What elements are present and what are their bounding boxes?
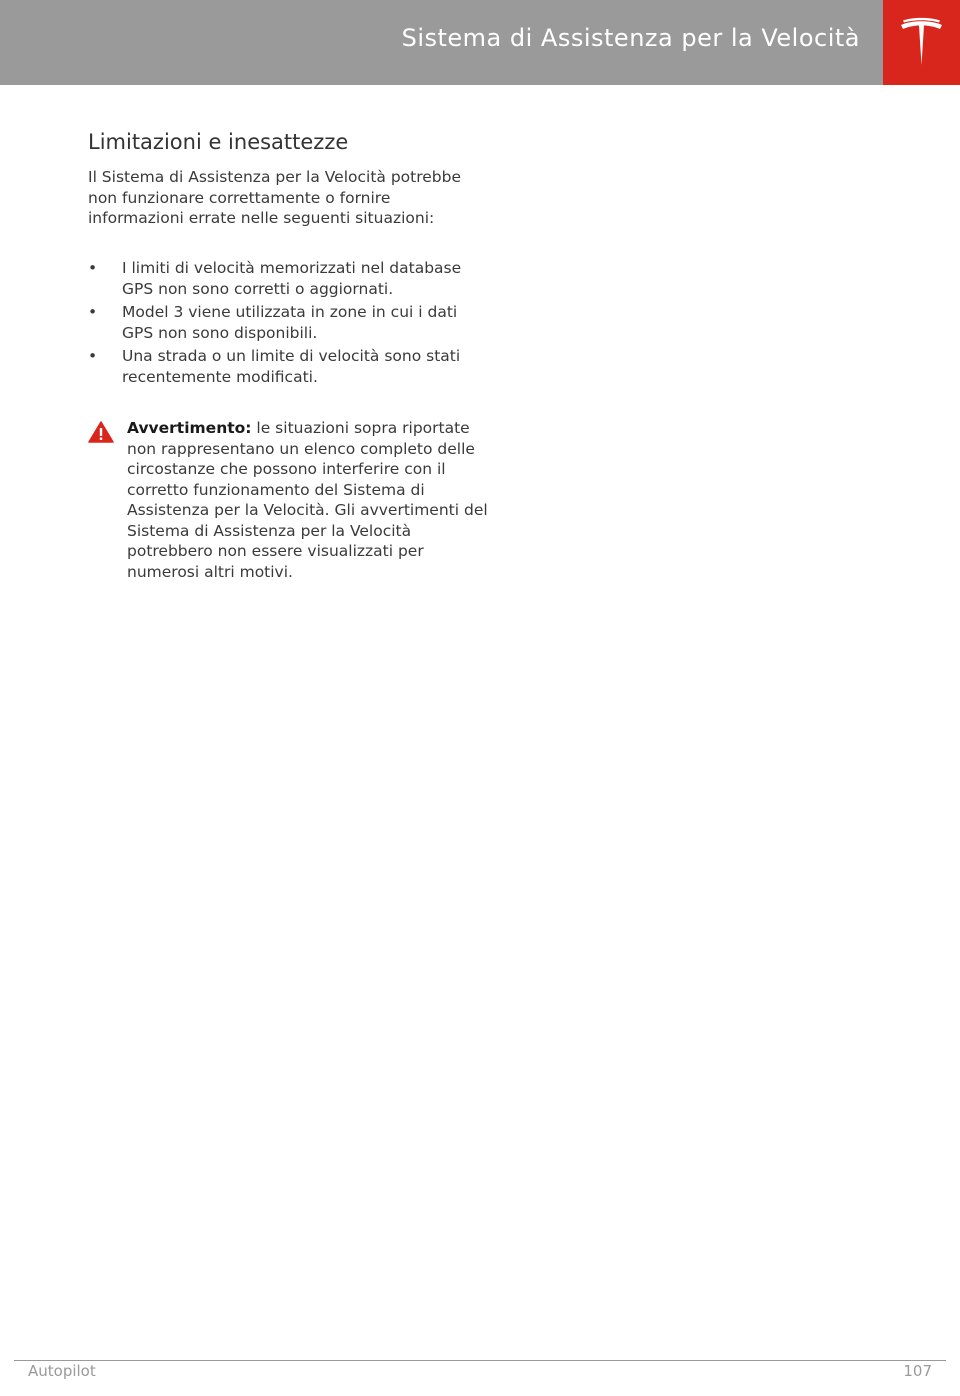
- page-header: [0, 0, 960, 85]
- warning-triangle-icon: [88, 421, 114, 443]
- warning-text: [127, 418, 488, 582]
- intro-paragraph: Il Sistema di Assistenza per la Velocità potrebbe non funzionare correttamente o fornire informazioni errate nelle seguenti situazioni:: [88, 168, 462, 227]
- logo-badge: [883, 0, 960, 85]
- footer-divider: [14, 1360, 946, 1361]
- list-item: [88, 302, 488, 343]
- warning-label: Avvertimento:: [127, 419, 252, 437]
- list-item: [88, 258, 488, 299]
- bullet-marker: •: [88, 347, 98, 365]
- list-item-text: Model 3 viene utilizzata in zone in cui i dati GPS non sono disponibili.: [122, 303, 458, 342]
- warning-note: [88, 418, 488, 582]
- list-item-text: I limiti di velocità memorizzati nel database GPS non sono corretti o aggiornati.: [122, 259, 462, 298]
- tesla-logo-icon: [899, 17, 944, 67]
- bullet-marker: •: [88, 303, 98, 321]
- warning-body: le situazioni sopra riportate non rappresentano un elenco completo delle circostanze che possono interferire con il corretto funzionamento del Sistema di Assistenza per la Velocità. Gli avvertimenti del Sistema di Assistenza per la Velocità potrebbero non essere visualizzati per numerosi altri motivi.: [127, 419, 488, 581]
- list-item: [88, 346, 488, 387]
- chapter-title: Sistema di Assistenza per la Velocità: [401, 24, 860, 52]
- page-number: 107: [903, 1362, 932, 1380]
- list-item-text: Una strada o un limite di velocità sono stati recentemente modificati.: [122, 347, 461, 386]
- bullet-marker: •: [88, 259, 98, 277]
- limitations-list: [88, 258, 488, 390]
- footer-section-name: Autopilot: [28, 1362, 96, 1380]
- section-heading: Limitazioni e inesattezze: [88, 130, 349, 154]
